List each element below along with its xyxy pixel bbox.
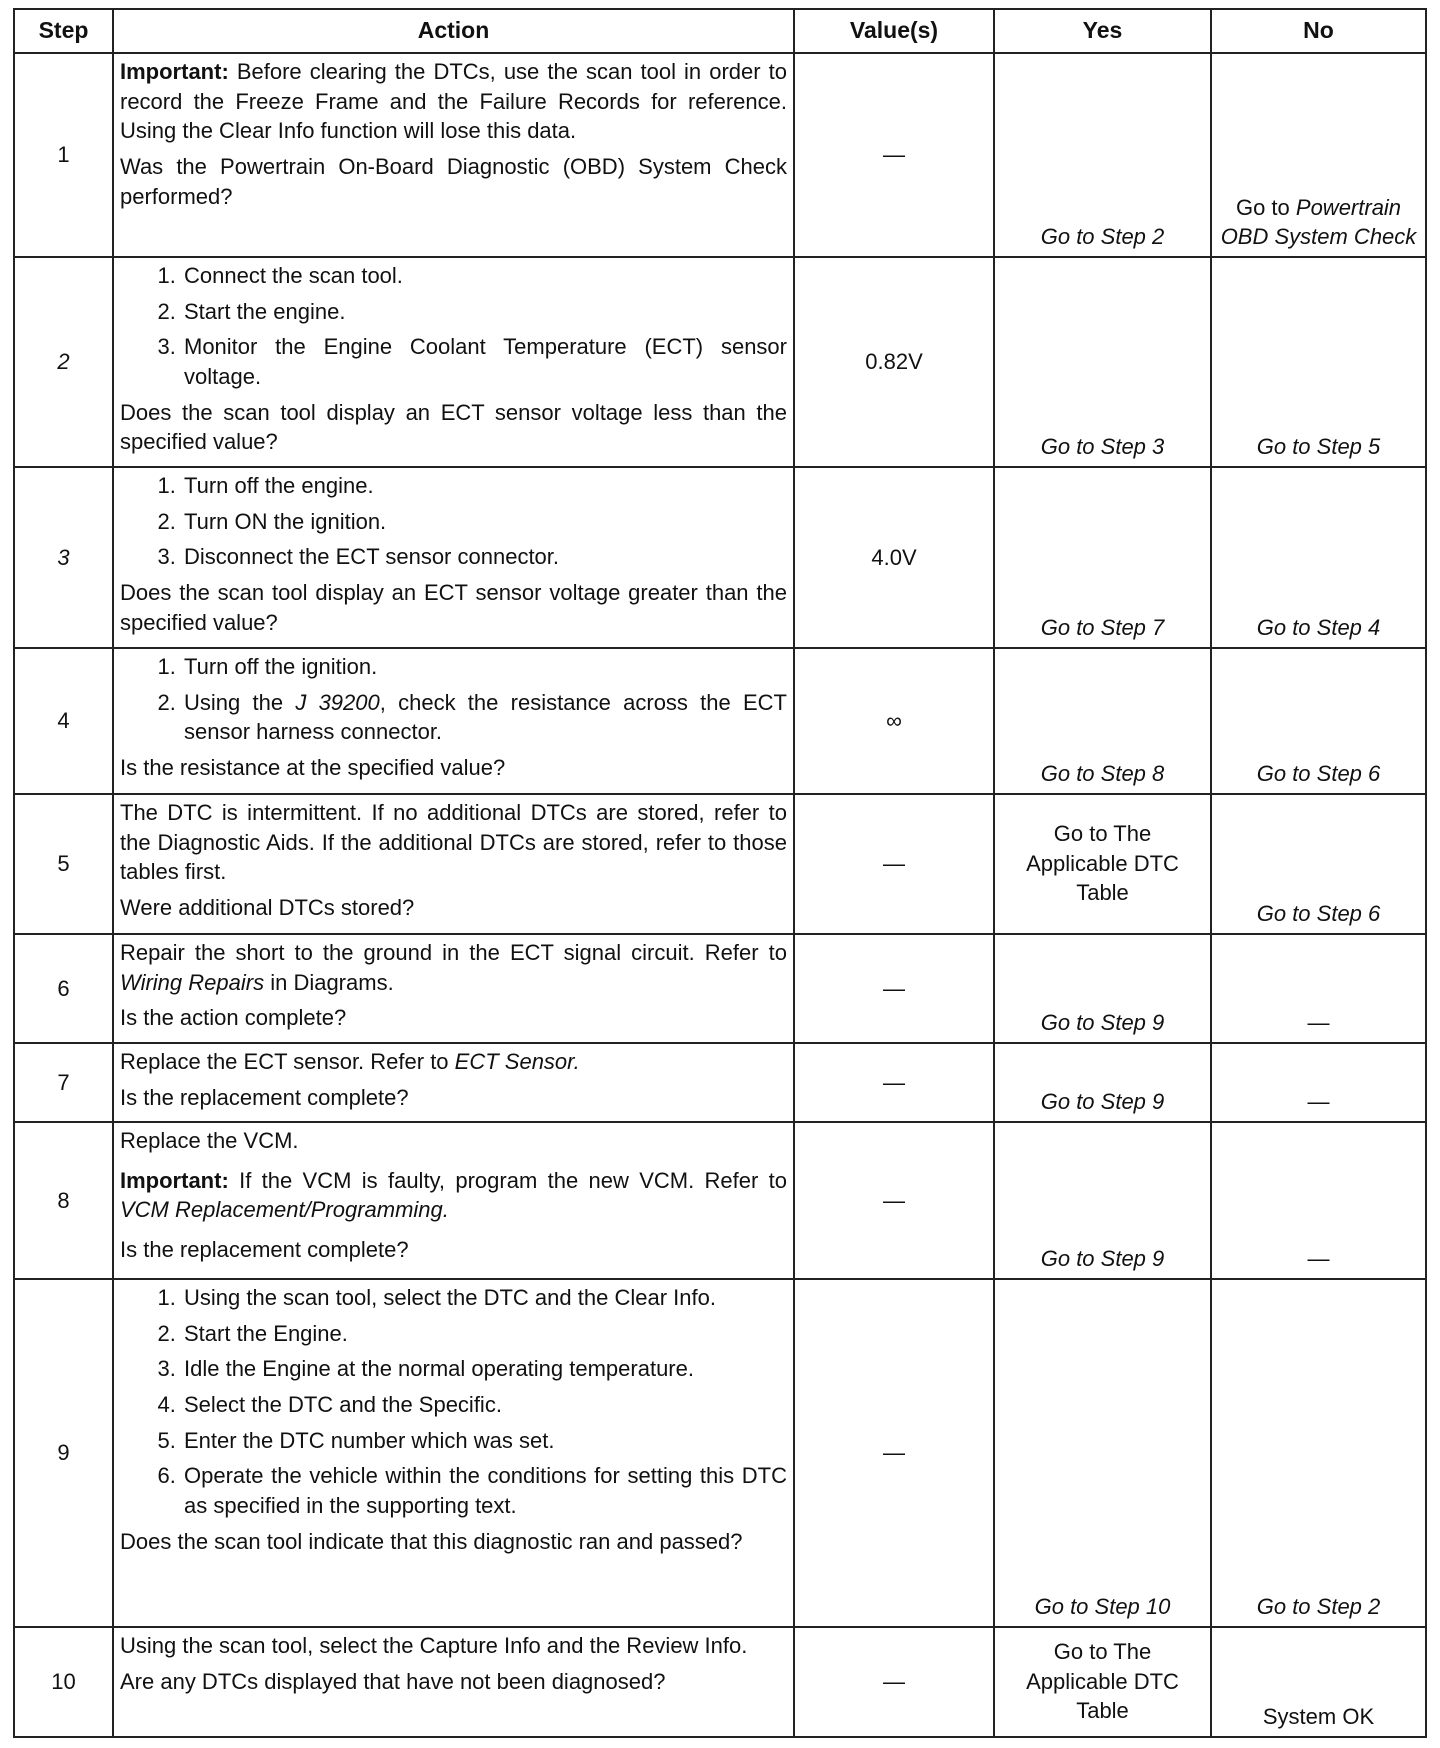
table-row: [14, 257, 1426, 467]
header-values: Value(s): [794, 9, 994, 53]
action-cell: [113, 794, 794, 934]
action-text: Replace the VCM.: [120, 1128, 299, 1153]
step-number: 2: [14, 257, 113, 467]
value-cell: ∞: [794, 648, 994, 794]
table-row: [14, 794, 1426, 934]
table-row: [14, 934, 1426, 1043]
text-suffix: in Diagrams.: [270, 969, 394, 995]
action-cell: [113, 467, 794, 648]
yes-cell[interactable]: Go to Step 3: [994, 257, 1211, 467]
step-number: 7: [14, 1043, 113, 1122]
no-cell: —: [1211, 934, 1426, 1043]
table-row: [14, 1627, 1426, 1737]
important-note: [120, 57, 787, 146]
list-item: 1. Using the scan tool, select the DTC and the Clear Info.: [182, 1283, 787, 1313]
list-item: 6. Operate the vehicle within the conditions for setting this DTC as specified in the supporting text.: [182, 1461, 787, 1520]
yes-cell[interactable]: Go to Step 9: [994, 934, 1211, 1043]
table-row: [14, 1279, 1426, 1627]
action-cell: [113, 648, 794, 794]
yes-cell[interactable]: Go to Step 7: [994, 467, 1211, 648]
item-prefix: Using the: [184, 689, 284, 715]
list-item: 1. Turn off the engine.: [182, 471, 787, 501]
goto-link[interactable]: Powertrain OBD System Check: [1220, 194, 1417, 250]
list-item: 5. Enter the DTC number which was set.: [182, 1426, 787, 1456]
text-prefix: Replace the ECT sensor. Refer to: [120, 1049, 449, 1074]
value-cell: —: [794, 794, 994, 934]
action-cell: [113, 934, 794, 1043]
goto-prefix: Go to: [1235, 194, 1290, 220]
reference-link[interactable]: Wiring Repairs: [120, 969, 265, 995]
list-item: 2. Turn ON the ignition.: [182, 507, 787, 537]
value-cell: —: [794, 1122, 994, 1279]
important-text: If the VCM is faulty, program the new VCM. Refer to: [239, 1167, 787, 1193]
diagnostic-table-container: [13, 8, 1425, 1738]
table-row: [14, 648, 1426, 794]
instruction-list: [120, 652, 787, 747]
header-step: Step: [14, 9, 113, 53]
table-header-row: [14, 9, 1426, 53]
reference-link[interactable]: VCM Replacement/Programming.: [120, 1197, 449, 1223]
list-item: 4. Select the DTC and the Specific.: [182, 1390, 787, 1420]
action-text: [120, 938, 787, 997]
yes-cell[interactable]: Go to The Applicable DTC Table: [994, 794, 1211, 934]
question-text: Is the resistance at the specified value?: [120, 755, 506, 781]
tool-reference: J 39200: [295, 689, 380, 715]
yes-cell[interactable]: Go to Step 2: [994, 53, 1211, 257]
header-yes: Yes: [994, 9, 1211, 53]
list-item: 3. Monitor the Engine Coolant Temperature (ECT) sensor voltage.: [182, 332, 787, 391]
value-cell: 4.0V: [794, 467, 994, 648]
action-cell: [113, 1279, 794, 1627]
yes-cell[interactable]: Go to Step 9: [994, 1043, 1211, 1122]
important-note: [120, 1166, 787, 1225]
yes-cell[interactable]: Go to Step 9: [994, 1122, 1211, 1279]
value-cell: —: [794, 1279, 994, 1627]
action-cell: [113, 53, 794, 257]
no-cell[interactable]: Go to Step 6: [1211, 794, 1426, 934]
instruction-list: [120, 471, 787, 572]
important-text: Before clearing the DTCs, use the scan tool in order to record the Freeze Frame and the Failure Records for reference. Using the Clear Info function will lose this data.: [120, 59, 787, 144]
reference-link[interactable]: ECT Sensor.: [454, 1049, 580, 1074]
list-item: 3. Idle the Engine at the normal operating temperature.: [182, 1354, 787, 1384]
value-cell: —: [794, 1627, 994, 1737]
yes-cell[interactable]: Go to Step 8: [994, 648, 1211, 794]
header-no: No: [1211, 9, 1426, 53]
step-number: 3: [14, 467, 113, 648]
action-text: Using the scan tool, select the Capture Info and the Review Info.: [120, 1633, 748, 1658]
value-cell: 0.82V: [794, 257, 994, 467]
table-row: [14, 467, 1426, 648]
no-cell[interactable]: Go to Step 4: [1211, 467, 1426, 648]
step-number: 6: [14, 934, 113, 1043]
item-suffix: , check the resistance across the ECT sensor harness connector.: [184, 689, 787, 745]
list-item: 1. Connect the scan tool.: [182, 261, 787, 291]
action-cell: [113, 1043, 794, 1122]
header-action: Action: [113, 9, 794, 53]
action-cell: [113, 257, 794, 467]
table-row: [14, 1043, 1426, 1122]
question-text: Is the action complete?: [120, 1005, 347, 1031]
question-text: Was the Powertrain On-Board Diagnostic (OBD) System Check performed?: [120, 154, 787, 209]
step-number: 1: [14, 53, 113, 257]
action-text: The DTC is intermittent. If no additional DTCs are stored, refer to the Diagnostic Aids. If the additional DTCs are stored, refer to those tables first.: [120, 800, 787, 885]
action-text: [120, 1047, 787, 1077]
text-prefix: Repair the short to the ground in the ECT signal circuit. Refer to: [120, 940, 787, 965]
question-text: Are any DTCs displayed that have not been diagnosed?: [120, 1668, 666, 1694]
no-cell: —: [1211, 1122, 1426, 1279]
step-number: 5: [14, 794, 113, 934]
action-cell: [113, 1627, 794, 1737]
important-label: Important:: [120, 59, 229, 84]
diagnostic-table: [13, 8, 1427, 1738]
value-cell: —: [794, 934, 994, 1043]
list-item: 2. Start the Engine.: [182, 1319, 787, 1349]
yes-cell[interactable]: Go to Step 10: [994, 1279, 1211, 1627]
no-cell[interactable]: Go to Step 6: [1211, 648, 1426, 794]
list-item: [182, 688, 787, 747]
step-number: 9: [14, 1279, 113, 1627]
instruction-list: [120, 261, 787, 392]
list-item: 3. Disconnect the ECT sensor connector.: [182, 542, 787, 572]
important-label: Important:: [120, 1167, 229, 1193]
no-cell[interactable]: Go to Step 5: [1211, 257, 1426, 467]
instruction-list: [120, 1283, 787, 1521]
value-cell: —: [794, 53, 994, 257]
question-text: Does the scan tool indicate that this diagnostic ran and passed?: [120, 1528, 743, 1554]
value-cell: —: [794, 1043, 994, 1122]
no-cell[interactable]: [1211, 53, 1426, 257]
table-row: [14, 1122, 1426, 1279]
question-text: Were additional DTCs stored?: [120, 895, 415, 921]
question-text: Does the scan tool display an ECT sensor voltage less than the specified value?: [120, 399, 787, 455]
no-cell: —: [1211, 1043, 1426, 1122]
step-number: 4: [14, 648, 113, 794]
question-text: Is the replacement complete?: [120, 1237, 409, 1263]
no-cell[interactable]: System OK: [1211, 1627, 1426, 1737]
list-item: 2. Start the engine.: [182, 297, 787, 327]
table-row: [14, 53, 1426, 257]
list-item: 1. Turn off the ignition.: [182, 652, 787, 682]
question-text: Is the replacement complete?: [120, 1084, 409, 1110]
action-cell: [113, 1122, 794, 1279]
no-cell[interactable]: Go to Step 2: [1211, 1279, 1426, 1627]
yes-cell[interactable]: Go to The Applicable DTC Table: [994, 1627, 1211, 1737]
step-number: 10: [14, 1627, 113, 1737]
step-number: 8: [14, 1122, 113, 1279]
question-text: Does the scan tool display an ECT sensor voltage greater than the specified value?: [120, 580, 787, 635]
